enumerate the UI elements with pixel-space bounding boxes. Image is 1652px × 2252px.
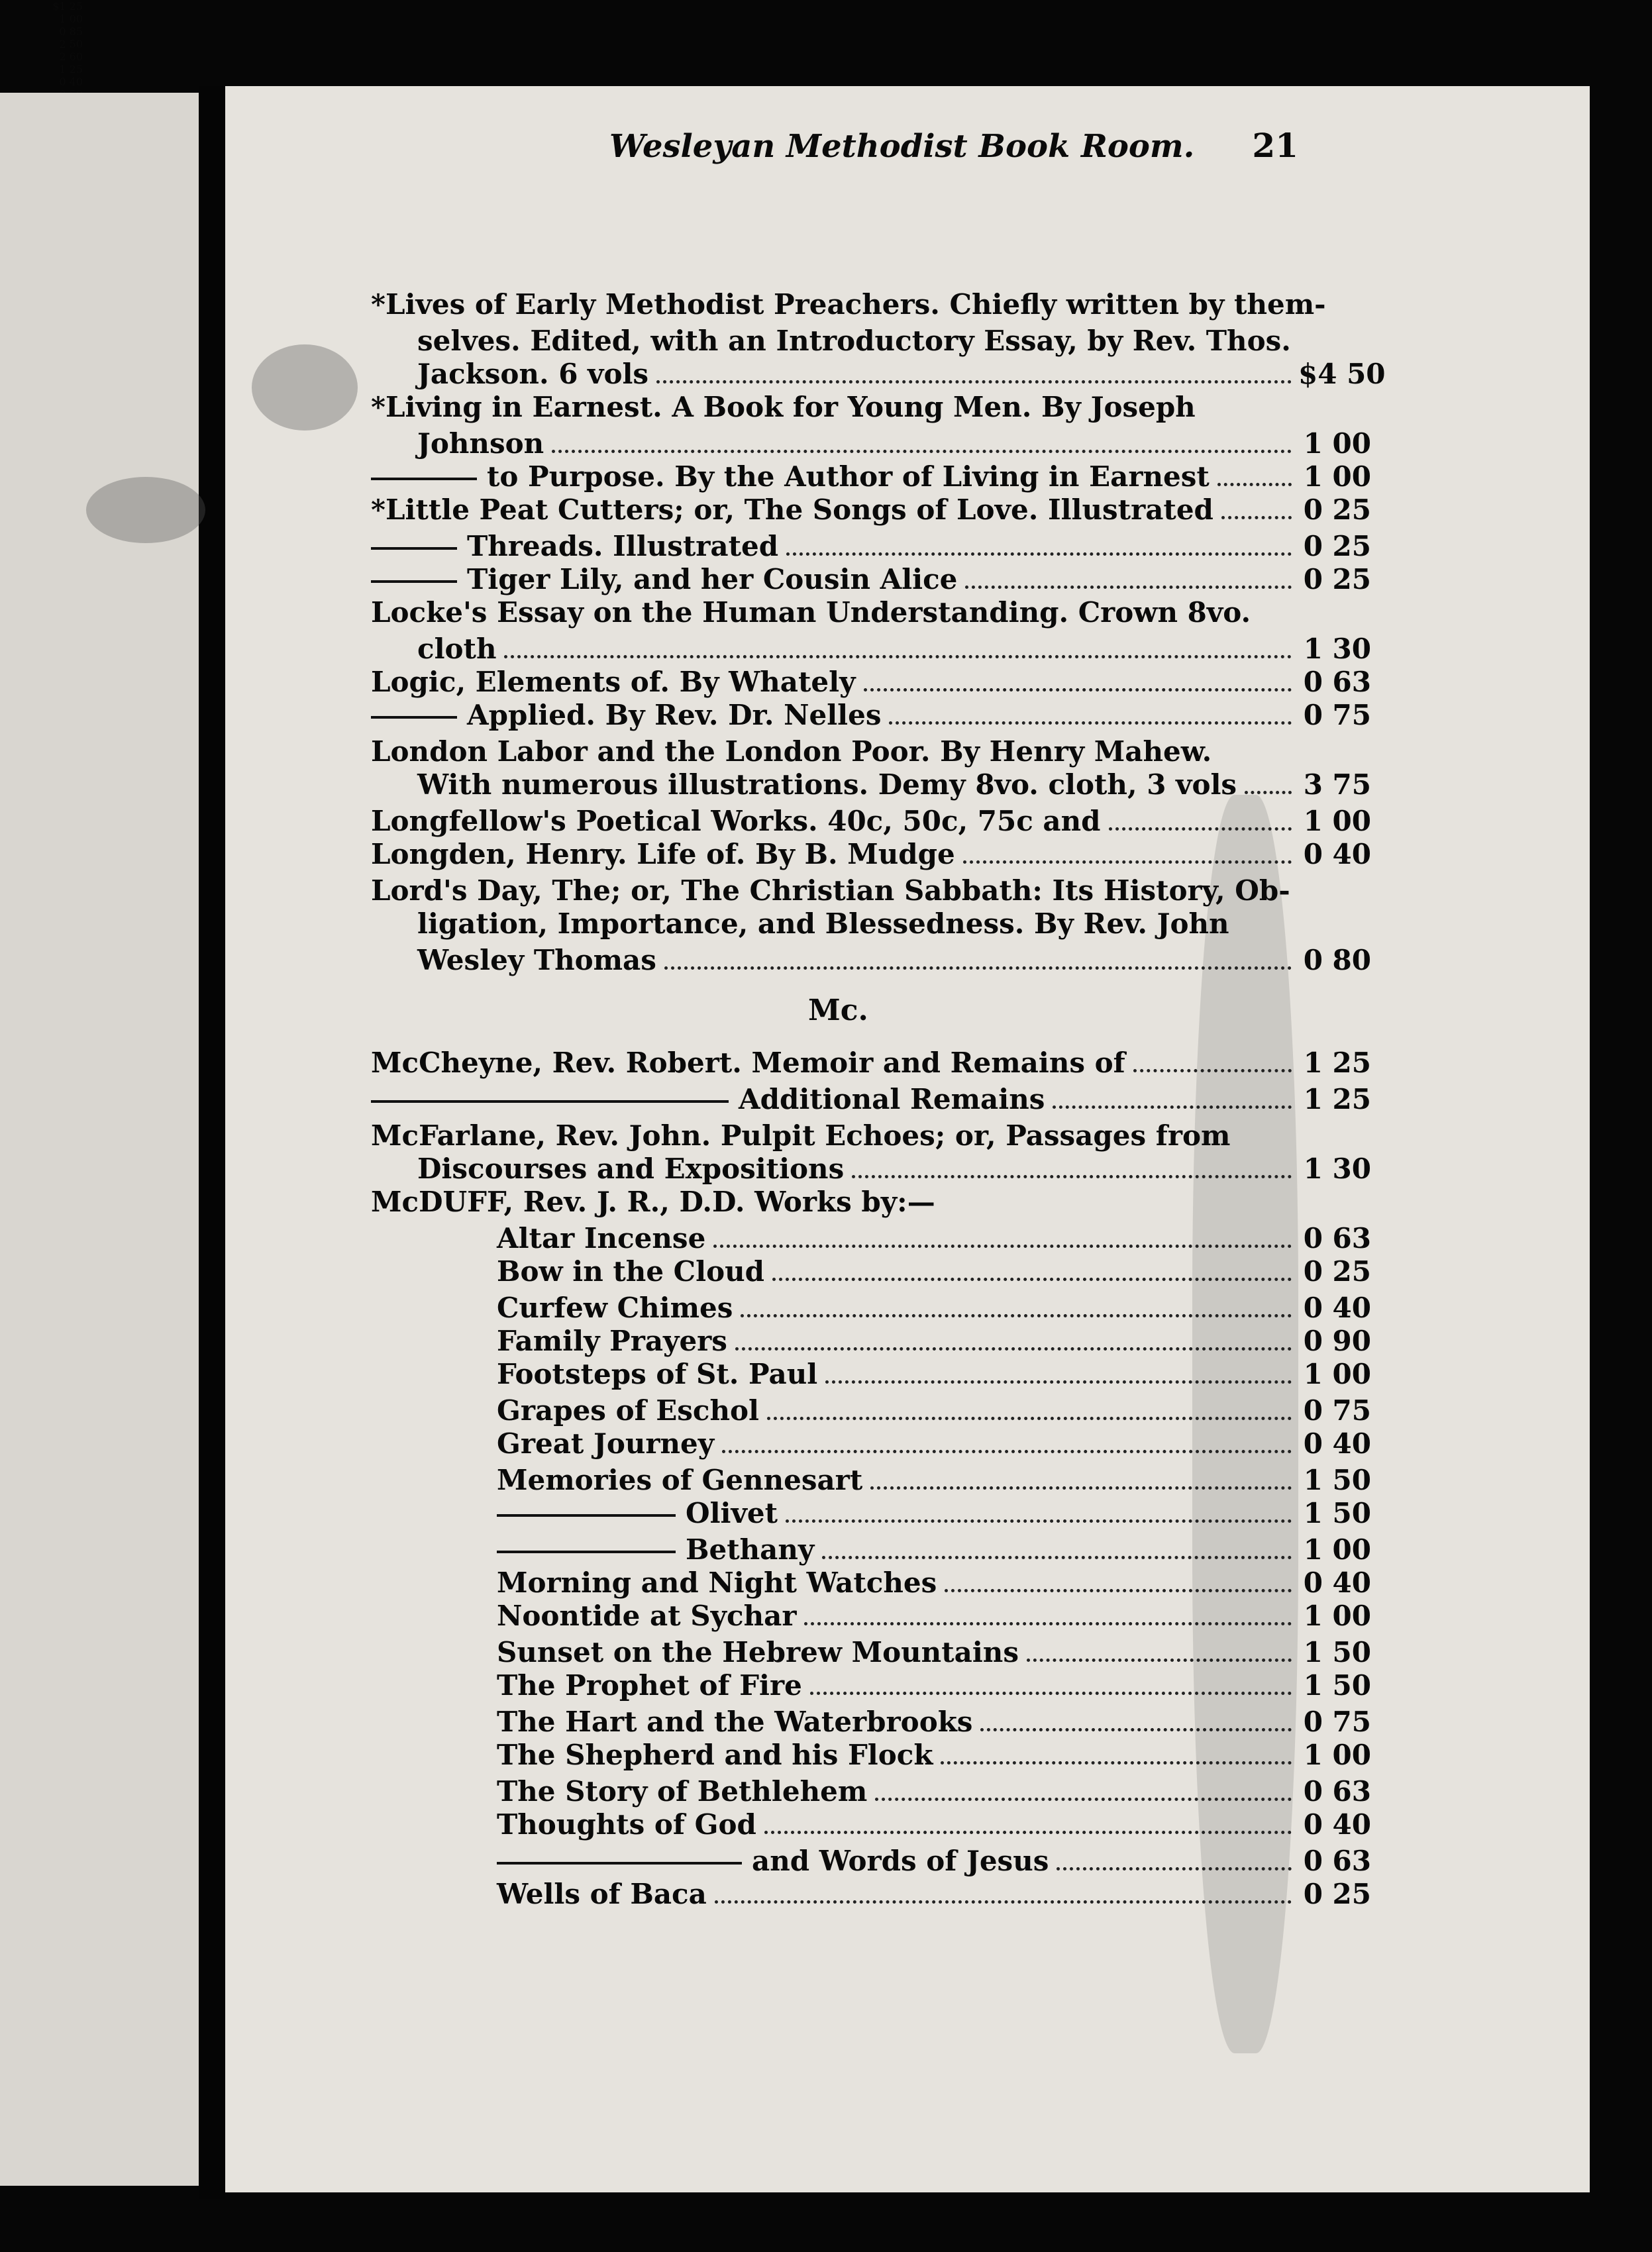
entry-title: Tiger Lily, and her Cousin Alice (467, 563, 958, 595)
entry-price: 0 25 (1303, 1878, 1371, 1910)
catalogue-entry (371, 1186, 1365, 1220)
entry-title: Family Prayers (497, 1325, 727, 1357)
catalogue-entry (371, 805, 1371, 839)
catalogue-entry (371, 633, 1371, 667)
entry-price: 0 40 (1303, 1566, 1371, 1599)
catalogue-entry (371, 874, 1365, 909)
entry-price: 1 50 (1303, 1464, 1371, 1496)
entry-title: *Living in Earnest. A Book for Young Men. By Joseph (371, 391, 1196, 423)
catalogue-entry (371, 391, 1365, 425)
catalogue-entry (371, 325, 1365, 359)
catalogue-entry (371, 596, 1365, 631)
entry-price: 0 63 (1303, 666, 1371, 698)
entry-title: London Labor and the London Poor. By Henry Mahew. (371, 735, 1212, 768)
entry-price: 0 40 (1303, 1427, 1371, 1460)
entry-title: and Words of Jesus (752, 1845, 1049, 1877)
catalogue-entry (371, 768, 1371, 803)
catalogue-entry (371, 1636, 1371, 1670)
catalogue-entry (371, 563, 1371, 597)
entry-price: 0 25 (1303, 493, 1371, 526)
entry-title: McDUFF, Rev. J. R., D.D. Works by:— (371, 1186, 935, 1218)
entry-title: Memories of Gennesart (497, 1464, 863, 1496)
entry-title: Grapes of Eschol (497, 1394, 760, 1427)
entry-title: Longfellow's Poetical Works. 40c, 50c, 75c and (371, 805, 1101, 837)
entry-price: 1 25 (1303, 1047, 1371, 1079)
dot-leader (715, 1900, 1292, 1904)
catalogue-entry (371, 1878, 1371, 1912)
entry-title: Wesley Thomas (417, 944, 656, 976)
entry-price: 0 25 (1303, 1255, 1371, 1288)
catalogue-entry (371, 1255, 1371, 1290)
catalogue-entry (371, 530, 1371, 564)
entry-title: selves. Edited, with an Introductory Essay, by Rev. Thos. (417, 325, 1291, 357)
entry-price: 0 63 (1303, 1222, 1371, 1254)
left-page-price: 1 00 (59, 13, 83, 25)
entry-price: 1 30 (1303, 633, 1371, 665)
entry-title: Curfew Chimes (497, 1292, 733, 1324)
entry-price: 0 40 (1303, 838, 1371, 870)
entry-price: 1 00 (1303, 1358, 1371, 1390)
dot-leader (713, 1245, 1292, 1248)
catalogue-entry (371, 1706, 1371, 1740)
entry-title: Altar Incense (497, 1222, 706, 1254)
entry-title: Jackson. 6 vols (417, 358, 649, 390)
left-page-price: 2 50 (59, 38, 83, 50)
entry-price: 0 75 (1303, 1706, 1371, 1738)
entry-title: to Purpose. By the Author of Living in Earnest (487, 460, 1210, 493)
entry-price: 1 50 (1303, 1669, 1371, 1702)
dot-leader (825, 1380, 1292, 1384)
entry-price: 1 50 (1303, 1497, 1371, 1529)
catalogue-entry (371, 1292, 1371, 1326)
dot-leader (1245, 791, 1292, 794)
entry-price: 1 50 (1303, 1636, 1371, 1668)
dot-leader (735, 1347, 1292, 1351)
dot-leader (870, 1486, 1292, 1490)
entry-price: 1 00 (1303, 460, 1371, 493)
dot-leader (1221, 516, 1292, 519)
catalogue-entry (371, 1358, 1371, 1392)
ditto-rule (371, 478, 477, 480)
catalogue-entry (371, 1394, 1371, 1429)
catalogue-entry (371, 907, 1365, 942)
dot-leader (552, 450, 1292, 453)
catalogue-entry (371, 735, 1365, 770)
entry-title: The Hart and the Waterbrooks (497, 1706, 973, 1738)
ditto-rule (371, 547, 457, 550)
dot-leader (1217, 483, 1292, 486)
catalogue-entry (371, 1047, 1371, 1081)
catalogue-entry (371, 699, 1371, 733)
dot-leader (786, 1519, 1292, 1523)
entry-title: Logic, Elements of. By Whately (371, 666, 856, 698)
entry-title: Great Journey (497, 1427, 715, 1460)
entry-title: Footsteps of St. Paul (497, 1358, 818, 1390)
entry-price: 1 30 (1303, 1152, 1371, 1185)
entry-title: The Prophet of Fire (497, 1669, 802, 1702)
dot-leader (741, 1314, 1292, 1317)
section-heading-mc: Mc. (808, 994, 868, 1027)
entry-title: Bethany (686, 1533, 815, 1566)
ditto-rule (371, 1100, 729, 1103)
entry-title: Lord's Day, The; or, The Christian Sabbath: Its History, Ob- (371, 874, 1290, 907)
dot-leader (504, 655, 1292, 658)
catalogue-entry (371, 1464, 1371, 1498)
ditto-rule (371, 580, 457, 583)
dot-leader (945, 1589, 1292, 1592)
entry-price: 1 00 (1303, 1600, 1371, 1632)
running-title: Wesleyan Methodist Book Room. (609, 128, 1195, 165)
entry-title: Morning and Night Watches (497, 1566, 937, 1599)
catalogue-entry (371, 1775, 1371, 1810)
dot-leader (804, 1622, 1292, 1625)
entry-price: 0 25 (1303, 563, 1371, 595)
dot-leader (786, 552, 1292, 556)
catalogue-entry (371, 1533, 1371, 1568)
entry-price: 0 40 (1303, 1292, 1371, 1324)
entry-title: The Shepherd and his Flock (497, 1739, 933, 1771)
entry-title: Johnson (417, 427, 544, 460)
entry-title: Applied. By Rev. Dr. Nelles (467, 699, 882, 731)
dot-leader (864, 688, 1292, 691)
dot-leader (1053, 1105, 1292, 1109)
ditto-rule (371, 716, 457, 719)
entry-price: 0 80 (1303, 944, 1371, 976)
catalogue-entry (371, 1119, 1365, 1154)
catalogue-entry (371, 1325, 1371, 1359)
catalogue-entry (371, 666, 1371, 700)
catalogue-entry (371, 493, 1371, 528)
entry-price: 1 00 (1303, 1533, 1371, 1566)
catalogue-entry (371, 1497, 1371, 1531)
entry-price: 0 25 (1303, 530, 1371, 562)
ditto-rule (497, 1862, 742, 1865)
dot-leader (980, 1728, 1292, 1731)
entry-price: 1 00 (1303, 1739, 1371, 1771)
catalogue-entry (371, 427, 1371, 462)
entry-price: 0 75 (1303, 1394, 1371, 1427)
catalogue-entry (371, 1845, 1371, 1879)
catalogue-entry (371, 1222, 1371, 1256)
dot-leader (889, 721, 1292, 725)
catalogue-entry (371, 1152, 1371, 1187)
dot-leader (1057, 1867, 1292, 1870)
catalogue-entry (371, 288, 1365, 323)
dot-leader (772, 1278, 1292, 1281)
entry-title: With numerous illustrations. Demy 8vo. cloth, 3 vols (417, 768, 1237, 801)
dot-leader (810, 1692, 1292, 1695)
entry-title: *Little Peat Cutters; or, The Songs of Love. Illustrated (371, 493, 1213, 526)
catalogue-entry (371, 1739, 1371, 1773)
entry-title: Discourses and Expositions (417, 1152, 845, 1185)
entry-price: 0 75 (1303, 699, 1371, 731)
dot-leader (822, 1556, 1292, 1559)
left-page-price: 0 40 (59, 76, 83, 88)
catalogue-entry (371, 838, 1371, 872)
entry-title: McCheyne, Rev. Robert. Memoir and Remains of (371, 1047, 1125, 1079)
entry-title: Thoughts of God (497, 1808, 756, 1841)
left-page-price: 2 60 (59, 50, 83, 63)
catalogue-entry (371, 1600, 1371, 1634)
entry-title: Longden, Henry. Life of. By B. Mudge (371, 838, 955, 870)
dot-leader (965, 586, 1292, 589)
dot-leader (852, 1175, 1292, 1178)
entry-price: 0 63 (1303, 1775, 1371, 1808)
entry-price: 0 90 (1303, 1325, 1371, 1357)
catalogue-entry (371, 1427, 1371, 1462)
entry-title: McFarlane, Rev. John. Pulpit Echoes; or, Passages from (371, 1119, 1231, 1152)
catalogue-entry (371, 1669, 1371, 1704)
dot-leader (656, 380, 1292, 384)
entry-price: 0 40 (1303, 1808, 1371, 1841)
page-number: 21 (1252, 126, 1298, 165)
catalogue-entry (371, 1083, 1371, 1117)
catalogue-entry (371, 944, 1371, 978)
dot-leader (722, 1450, 1292, 1453)
ditto-rule (497, 1514, 676, 1517)
entry-title: Threads. Illustrated (467, 530, 779, 562)
entry-price: 3 75 (1303, 768, 1371, 801)
catalogue-entry (371, 358, 1386, 392)
dot-leader (1027, 1659, 1292, 1662)
entry-price: 0 63 (1303, 1845, 1371, 1877)
entry-title: *Lives of Early Methodist Preachers. Chiefly written by them- (371, 288, 1326, 321)
dot-leader (963, 860, 1292, 864)
catalogue-entry (371, 1808, 1371, 1843)
entry-title: Bow in the Cloud (497, 1255, 764, 1288)
entry-title: Olivet (686, 1497, 778, 1529)
dot-leader (767, 1417, 1292, 1420)
entry-price: 1 00 (1303, 427, 1371, 460)
dot-leader (1133, 1069, 1292, 1072)
catalogue-entry (371, 1566, 1371, 1601)
dot-leader (664, 966, 1292, 970)
entry-title: ligation, Importance, and Blessedness. By Rev. John (417, 907, 1229, 940)
entry-title: Locke's Essay on the Human Understanding. Crown 8vo. (371, 596, 1251, 629)
dot-leader (875, 1798, 1292, 1801)
entry-title: cloth (417, 633, 497, 665)
entry-title: Additional Remains (739, 1083, 1045, 1115)
dot-leader (941, 1761, 1292, 1765)
entry-title: The Story of Bethlehem (497, 1775, 868, 1808)
dot-leader (764, 1831, 1292, 1834)
left-page-price: $1 25 (52, 0, 83, 13)
entry-title: Noontide at Sychar (497, 1600, 797, 1632)
entry-price: $4 50 (1298, 358, 1386, 390)
dot-leader (1109, 827, 1292, 831)
entry-title: Wells of Baca (497, 1878, 707, 1910)
entry-price: 1 00 (1303, 805, 1371, 837)
ditto-rule (497, 1551, 676, 1553)
entry-price: 1 25 (1303, 1083, 1371, 1115)
left-page-price: 1 25 (59, 63, 83, 76)
left-page-price: 0 85 (59, 25, 83, 38)
catalogue-entry (371, 460, 1371, 495)
entry-title: Sunset on the Hebrew Mountains (497, 1636, 1019, 1668)
